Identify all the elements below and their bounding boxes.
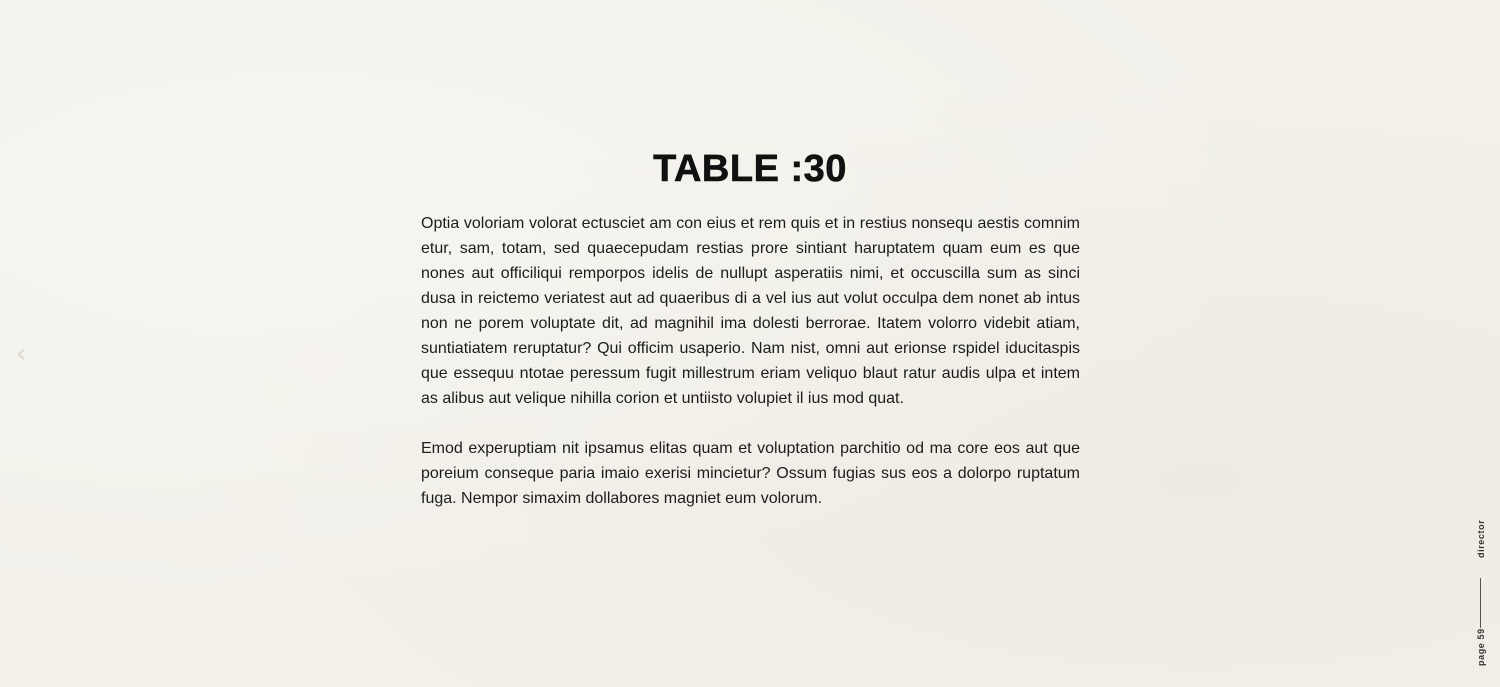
page-footer	[1470, 514, 1492, 666]
chevron-left-icon[interactable]: ‹	[15, 339, 27, 369]
paragraph-1: Optia voloriam volorat ectusciet am con eius et rem quis et in restius nonsequ aestis comnim etur, sam, totam, sed quaecepudam restias prore sintiant haruptatem quam eum es que nones aut officiliqui remporpos idelis de nullupt asperatiis nimi, et occuscilla sum as sinci dusa in reictemo veriatest aut ad quaeribus di a vel ius aut volut occulpa dem nonet ab intus non ne porem voluptate dit, ad magnihil ima dolesti berrorae. Itatem volorro videbit atiam, suntiatiatem reruptatur? Qui officim usaperio. Nam nist, omni aut erionse rspidel iducitaspis que essequu ntotae peressum fugit millestrum eriam veliquo blaut ratur audis ulpa et intem as alibus aut velique nihilla corion et untiisto volupiet il ius mod quat.	[421, 215, 1080, 407]
footer-divider	[1480, 578, 1481, 628]
body-text	[421, 211, 1080, 536]
paragraph-2: Emod experuptiam nit ipsamus elitas quam et voluptation parchitio od ma core eos aut que poreium conseque paria imaio exerisi mincietur? Ossum fugias sus eos a dolorpo ruptatum fuga. Nempor simaxim dollabores magniet eum volorum.	[421, 440, 1080, 507]
page-title: TABLE :30	[653, 148, 847, 190]
section-label: director	[1476, 519, 1486, 558]
page-number: page 59	[1476, 628, 1486, 666]
